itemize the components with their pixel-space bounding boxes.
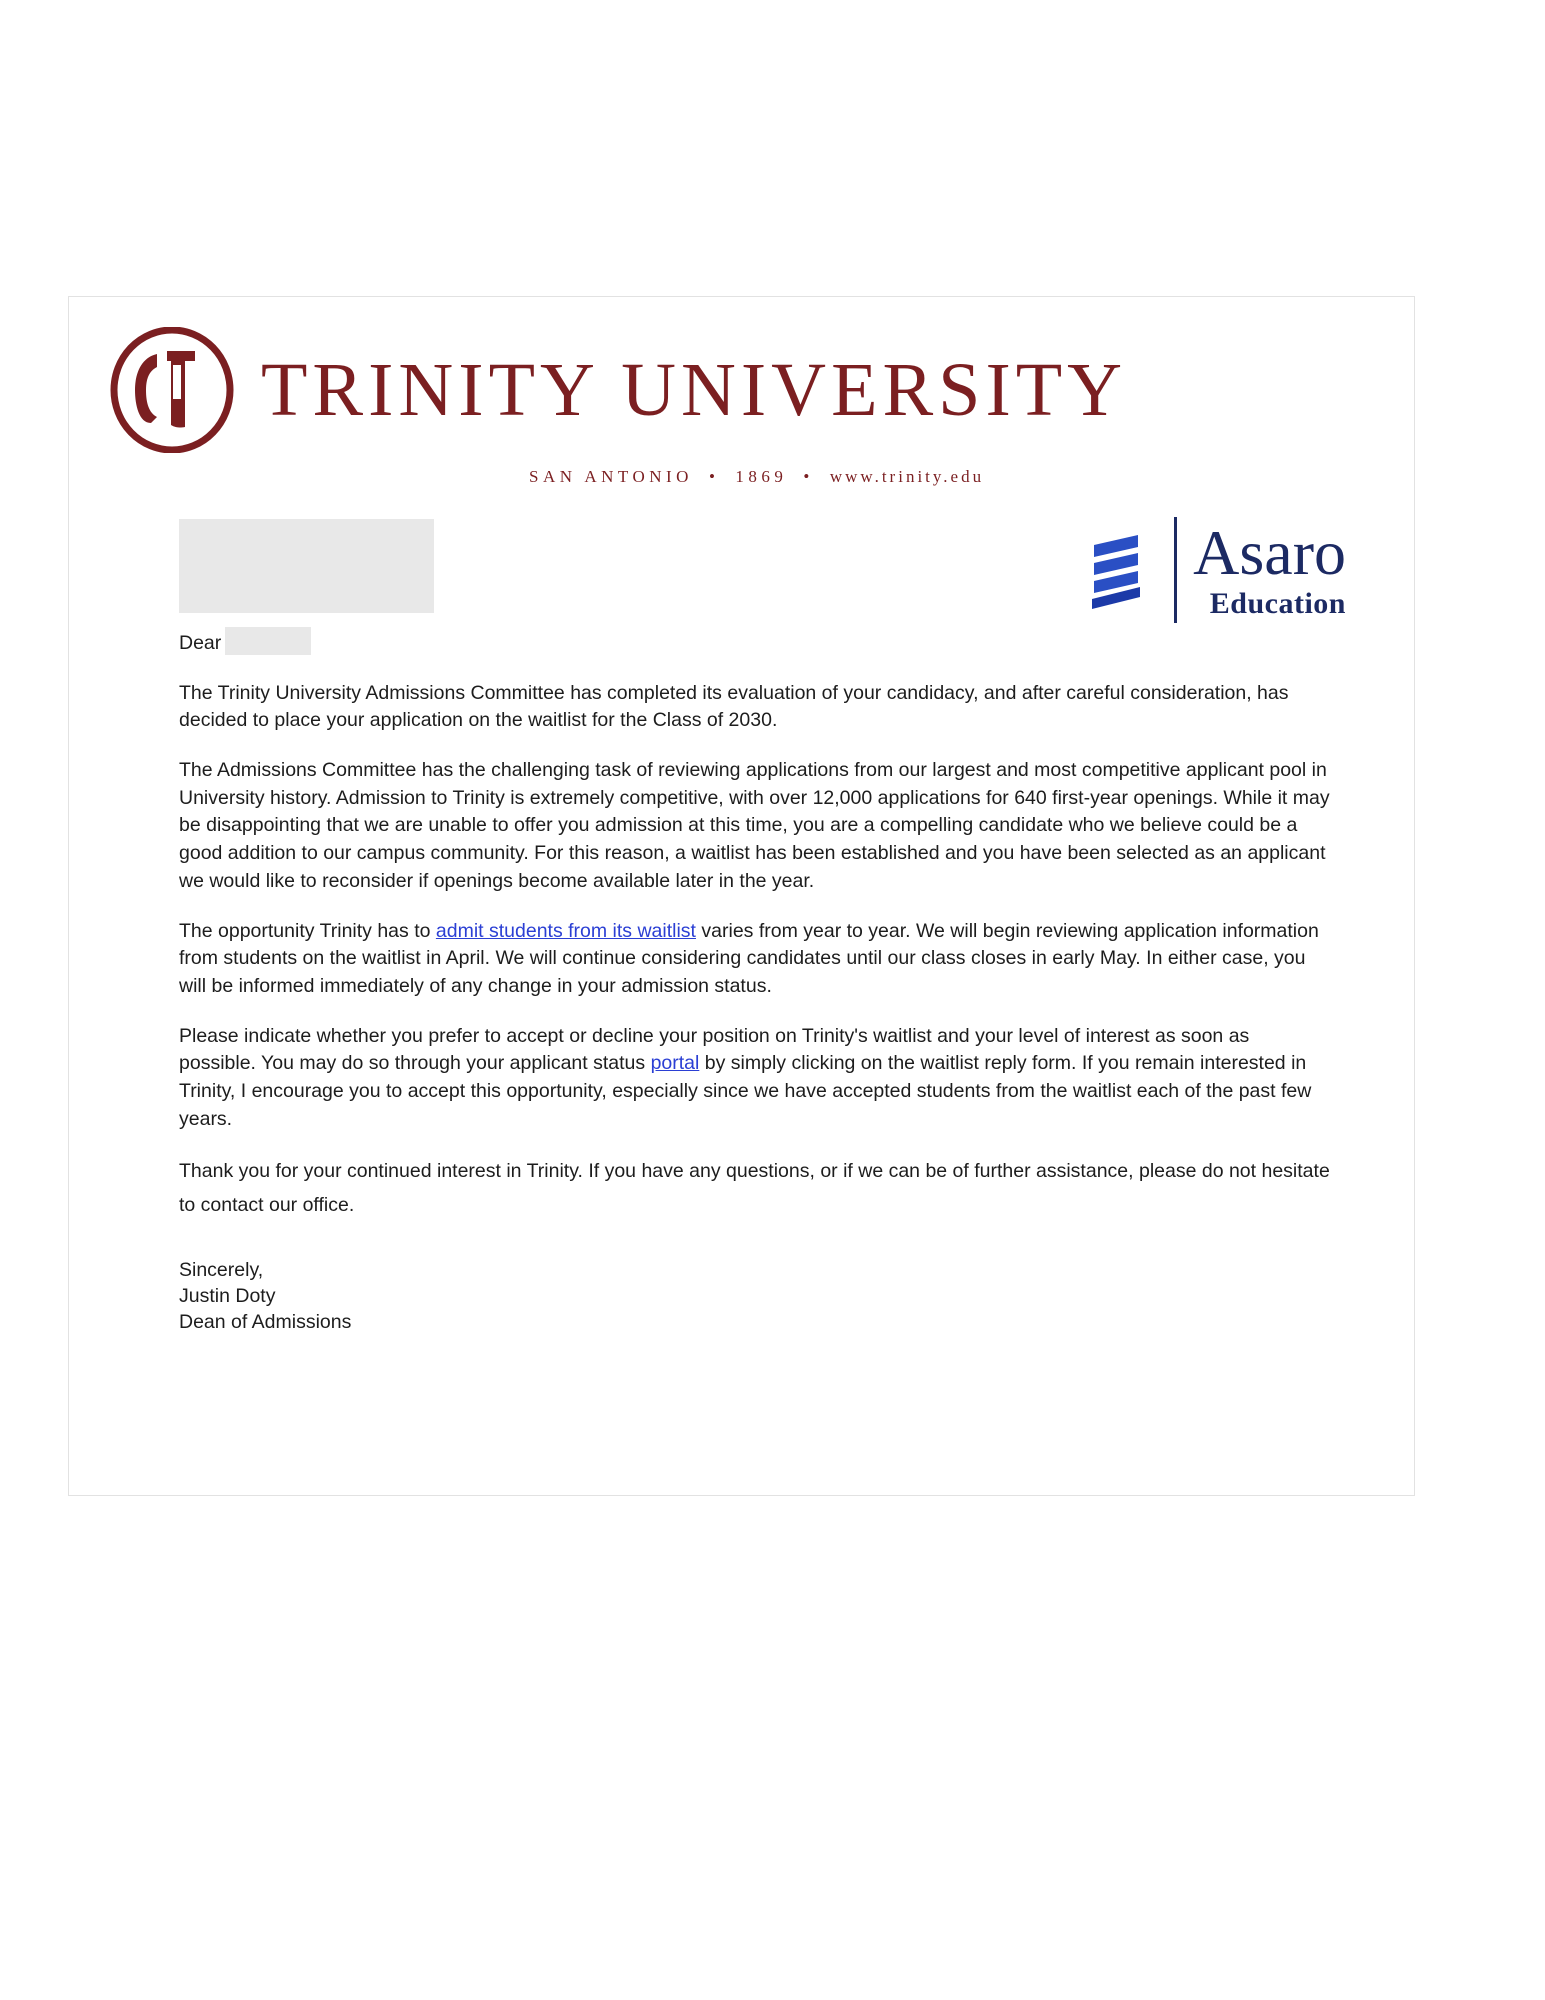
redacted-recipient-name — [225, 627, 311, 655]
letterhead-year: 1869 — [735, 467, 788, 486]
waitlist-info-link[interactable]: admit students from its waitlist — [435, 919, 696, 942]
signer-title: Dean of Admissions — [179, 1310, 352, 1333]
salutation-prefix: Dear — [179, 632, 222, 654]
letterhead-separator-2: • — [803, 467, 814, 486]
signer-name: Justin Doty — [179, 1285, 276, 1308]
letterhead-subline — [109, 467, 1374, 487]
paragraph-3 — [179, 918, 1331, 1001]
paragraph-5: Thank you for your continued interest in Trinity. If you have any questions, or if we can be of further assistance, please do not hesitate to contact our office. — [179, 1160, 1330, 1216]
asaro-chevron-mark-icon — [1086, 529, 1166, 611]
university-wordmark: TRINITY UNIVERSITY — [261, 348, 1128, 432]
letterhead-city: SAN ANTONIO — [529, 467, 693, 486]
letterhead-website: www.trinity.edu — [829, 467, 985, 486]
asaro-logo-divider — [1174, 517, 1177, 623]
paragraph-4 — [179, 1023, 1331, 1134]
letter-document — [68, 296, 1415, 1496]
paragraph-4-after-link: by simply clicking on the waitlist reply form. If you remain interested in Trinity, I encourage you to accept this opportunity, especially since we have accepted students from the waitlist each of the past few years. — [179, 1052, 1312, 1130]
letterhead — [69, 297, 1414, 507]
asaro-logo-text — [1193, 517, 1346, 620]
applicant-status-portal-link[interactable]: portal — [650, 1052, 700, 1075]
trinity-tower-seal-icon — [109, 327, 235, 453]
closing-line: Sincerely, — [179, 1259, 264, 1282]
paragraph-3-after-link: varies from year to year. We will begin reviewing application information from students on the waitlist in April. We will continue considering candidates until our class closes in early May. In either case, you will be informed immediately of any change in your admission status. — [179, 919, 1319, 997]
paragraph-4-before-link: Please indicate whether you prefer to accept or decline your position on Trinity's waitlist and your level of interest as soon as possible. You may do so through your applicant status — [179, 1024, 1250, 1075]
signature-block — [179, 1258, 1331, 1335]
paragraph-1: The Trinity University Admissions Committee has completed its evaluation of your candidacy, and after careful consideration, has decided to place your application on the waitlist for the Class of 2030. — [179, 681, 1289, 732]
salutation — [179, 627, 1331, 658]
redacted-address-block — [179, 519, 434, 613]
asaro-subtitle: Education — [1209, 587, 1346, 620]
asaro-education-logo — [1086, 515, 1346, 625]
letterhead-separator-1: • — [708, 467, 720, 486]
paragraph-2: The Admissions Committee has the challenging task of reviewing applications from our largest and most competitive applicant pool in University history. Admission to Trinity is extremely competitive, with over 12,000 applications for 640 first-year openings. While it may be disappointing that we are unable to offer you admission at this time, you are a compelling candidate who we believe could be a good addition to our campus community. For this reason, a waitlist has been established and you have been selected as an applicant we would like to reconsider if openings become available later in the year. — [179, 759, 1330, 892]
asaro-name: Asaro — [1193, 517, 1346, 588]
letter-body — [179, 627, 1331, 1336]
paragraph-3-before-link: The opportunity Trinity has to — [179, 919, 436, 942]
